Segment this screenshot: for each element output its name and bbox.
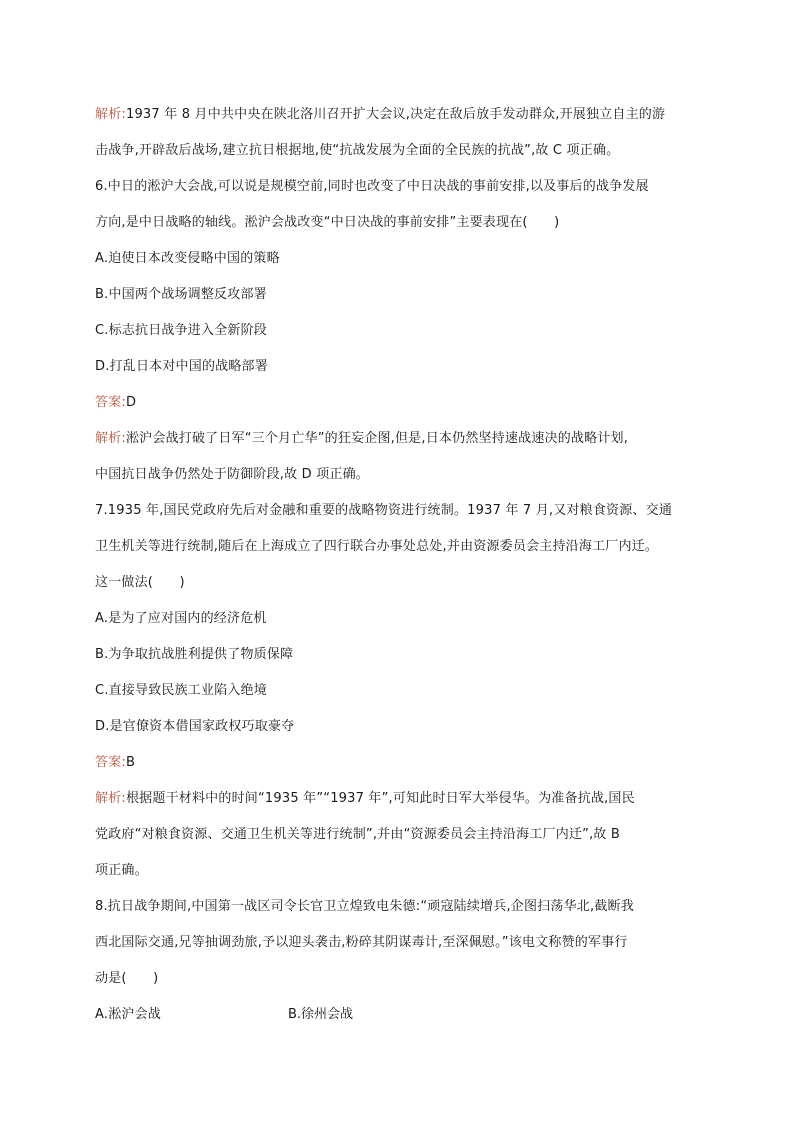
q6-option-a: A.迫使日本改变侵略中国的策略 [95, 251, 280, 266]
q6-option-c: C.标志抗日战争进入全新阶段 [95, 323, 268, 338]
q7-analysis-line-1 [95, 789, 635, 809]
q8-stem-line-2: 西北国际交通,兄等抽调劲旅,予以迎头袭击,粉碎其阴谋毒计,至深佩慰。”该电文称赞的军事行 [95, 935, 628, 950]
q6-answer [95, 393, 136, 413]
q7-option-a: A.是为了应对国内的经济危机 [95, 611, 267, 626]
q8-stem-line-1: 8.抗日战争期间,中国第一战区司令长官卫立煌致电朱德:“顽寇陆续增兵,企图扫荡华北,截断我 [95, 899, 634, 914]
analysis-text: 1937 年 8 月中共中央在陕北洛川召开扩大会议,决定在敌后放手发动群众,开展独立自主的游 [125, 107, 666, 122]
q8-option-b: B.徐州会战 [288, 1007, 354, 1022]
q5-analysis-line-2: 击战争,开辟敌后战场,建立抗日根据地,使“抗战发展为全面的全民族的抗战”,故 C 项正确。 [95, 143, 620, 158]
analysis-text: 淞沪会战打破了日军“三个月亡华”的狂妄企图,但是,日本仍然坚持速战速决的战略计划, [125, 431, 629, 446]
q6-option-b: B.中国两个战场调整反攻部署 [95, 287, 267, 302]
q6-stem-line-1: 6.中日的淞沪大会战,可以说是规模空前,同时也改变了中日决战的事前安排,以及事后的战争发展 [95, 179, 649, 194]
q7-stem-line-3: 这一做法( ) [95, 575, 185, 590]
q7-analysis-line-2: 党政府“对粮食资源、交通卫生机关等进行统制”,并由“资源委员会主持沿海工厂内迁”,故 B [95, 827, 621, 842]
answer-label: 答案: [95, 395, 126, 410]
q7-stem-line-2: 卫生机关等进行统制,随后在上海成立了四行联合办事处总处,并由资源委员会主持沿海工厂内迁。 [95, 539, 659, 554]
analysis-label: 解析: [95, 791, 126, 806]
q6-analysis-line-2: 中国抗日战争仍然处于防御阶段,故 D 项正确。 [95, 467, 370, 482]
q7-option-c: C.直接导致民族工业陷入绝境 [95, 683, 268, 698]
q6-option-d: D.打乱日本对中国的战略部署 [95, 359, 268, 374]
q7-answer [95, 753, 135, 773]
answer-value: B [125, 755, 136, 770]
answer-value: D [125, 395, 137, 410]
analysis-label: 解析: [95, 431, 126, 446]
analysis-text: 根据题干材料中的时间“1935 年”“1937 年”,可知此时日军大举侵华。为准备抗战,国民 [125, 791, 635, 806]
q7-option-d: D.是官僚资本借国家政权巧取豪夺 [95, 719, 295, 734]
q8-option-a: A.淞沪会战 [95, 1007, 161, 1022]
q7-option-b: B.为争取抗战胜利提供了物质保障 [95, 647, 294, 662]
analysis-label: 解析: [95, 107, 126, 122]
q6-analysis-line-1 [95, 429, 628, 449]
q6-stem-line-2: 方向,是中日战略的轴线。淞沪会战改变“中日决战的事前安排”主要表现在( ) [95, 215, 560, 230]
q8-stem-line-3: 动是( ) [95, 971, 159, 986]
q5-analysis-line-1 [95, 105, 665, 125]
q7-stem-line-1: 7.1935 年,国民党政府先后对金融和重要的战略物资进行统制。1937 年 7 月,又对粮食资源、交通 [95, 503, 673, 518]
answer-label: 答案: [95, 755, 126, 770]
q7-analysis-line-3: 项正确。 [95, 863, 148, 878]
